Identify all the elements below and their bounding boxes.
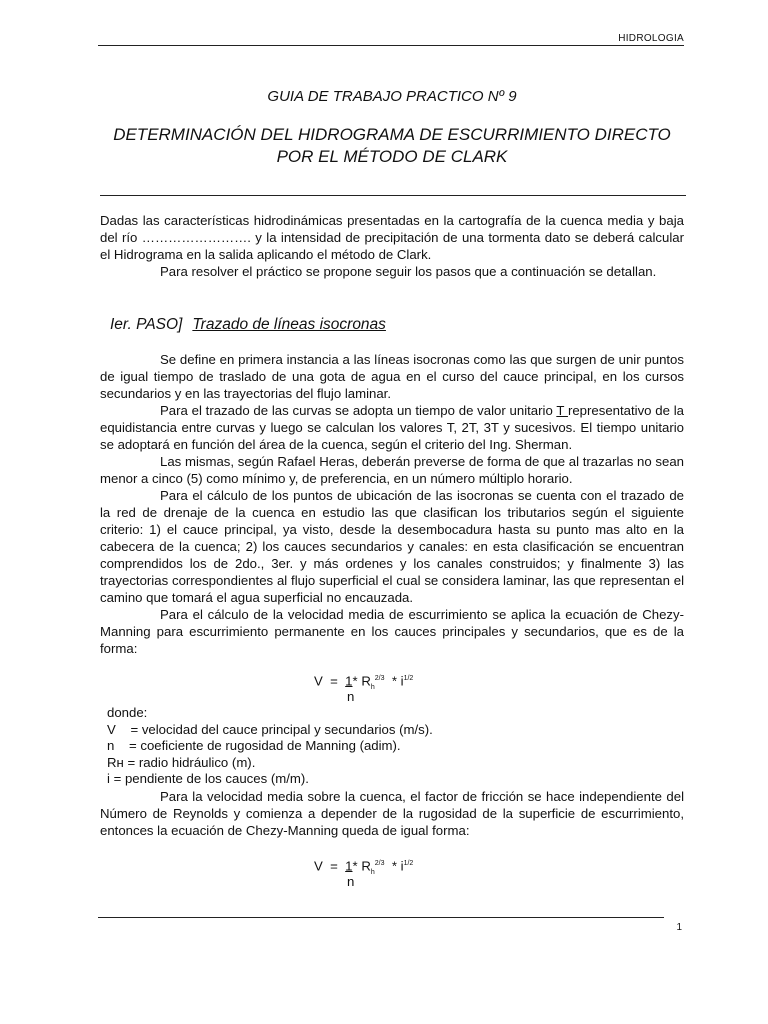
title-line-1: DETERMINACIÓN DEL HIDROGRAMA DE ESCURRIMIENTO DIRECTO [113,125,671,144]
body-paragraph-2 [100,402,684,453]
eq2-R: R [361,858,371,874]
body-paragraph-2-b: representativo de la equidistancia entre curvas y luego se calculan los valores T, 2T, 3T y sucesivos. El tiempo unitario se adoptará en función del área de la cuenca, según el criterio del Ing. Sherman. [100,403,684,452]
body-paragraph-2-a: Para el trazado de las curvas se adopta un tiempo de valor unitario [160,403,557,418]
page-number: 1 [676,922,682,933]
eq-star: * [352,673,358,689]
eq-i: i [400,673,404,689]
eq-numerator: 1 [345,673,353,689]
body-paragraph-4: Para el cálculo de los puntos de ubicación de las isocronas se cuenta con el trazado de la red de drenaje de la cuenca en estudio las que clasifican los tributarios según el siguiente criterio: 1) el cauce principal, ya visto, desde la desembocadura hasta su punto mas alto en la cabecera de la cuenca; 2) los cauces secundarios y canales: en esta clasificación se encuentran comprendidos los de 2do., 3er. y más ordenes y los canales construidos; y finalmente 3) las trayectorias correspondientes al flujo superficial el cual se considera laminar, las que representan el camino que tomará el agua superficial no encauzada. [100,488,684,605]
intro-section [100,212,684,280]
variable-item: i = pendiente de los cauces (m/m). [107,771,309,786]
footer-rule [98,917,664,918]
eq2-denominator: n [347,874,355,889]
body-section-2 [100,788,684,839]
guide-number: GUIA DE TRABAJO PRACTICO Nº 9 [267,88,517,105]
eq2-i: i [400,858,404,874]
equation-1 [314,670,413,696]
eq2-subscript: h [370,869,375,877]
body-paragraph-3: Las mismas, según Rafael Heras, deberán preverse de forma de que al trazarlas no sean menor a cinco (5) como mínimo y, de preferencia, en un número múltiplo horario. [100,454,684,486]
eq2-star: * [352,858,358,874]
intro-paragraph-2: Para resolver el práctico se propone seguir los pasos que a continuación se detallan. [160,264,657,279]
variable-item: V = velocidad del cauce principal y secundarios (m/s). [107,721,433,737]
eq2-equals: = [330,858,338,874]
unit-time-symbol: T [556,403,568,418]
body-section [100,351,684,657]
eq-star-2: * [391,673,397,689]
eq2-exponent-2: 1/2 [403,860,414,867]
title-line-2: POR EL MÉTODO DE CLARK [276,147,508,166]
running-header: HIDROLOGIA [618,33,684,44]
body-paragraph-1: Se define en primera instancia a las líneas isocronas como las que surgen de unir puntos de igual tiempo de traslado de una gota de agua en el curso del cauce principal, en los cursos secundarios y en las trayectorias del flujo laminar. [100,352,684,401]
eq-lhs: V [314,673,323,689]
title-rule [100,195,686,196]
document-title [100,124,684,168]
body-paragraph-5: Para el cálculo de la velocidad media de escurrimiento se aplica la ecuación de Chezy-Manning para escurrimiento permanente en los cauces principales y secundarios, que es de la forma: [100,607,684,656]
donde-label: donde: [107,705,148,720]
eq-R: R [361,673,371,689]
header-rule [98,45,684,46]
eq-denominator: n [347,689,355,704]
step-label: Ier. PASO] [110,316,183,333]
intro-paragraph-1: Dadas las características hidrodinámicas presentadas en la cartografía de la cuenca media y baja del río ……………………. y la intensidad de precipitación de una tormenta dato se deberá calcular el Hidrograma en la salida aplicando el método de Clark. [100,213,684,262]
eq2-numerator: 1 [345,858,353,874]
variables-list [107,705,433,788]
eq-subscript: h [370,684,375,692]
body-paragraph-6: Para la velocidad media sobre la cuenca, el factor de fricción se hace independiente del Número de Reynolds y comienza a depender de la rugosidad de la superficie de escurrimiento, entonces la ecuación de Chezy-Manning queda de igual forma: [100,789,684,838]
eq-exponent-2: 1/2 [403,675,414,682]
step-heading [110,316,386,334]
eq2-lhs: V [314,858,323,874]
eq-equals: = [330,673,338,689]
variable-item: n = coeficiente de rugosidad de Manning (adim). [107,738,401,753]
eq2-exponent-1: 2/3 [374,860,385,867]
variable-item: Rн = radio hidráulico (m). [107,754,256,770]
eq2-star-2: * [391,858,397,874]
eq-exponent-1: 2/3 [374,675,385,682]
equation-2 [314,855,413,881]
step-title: Trazado de líneas isocronas [192,316,386,333]
